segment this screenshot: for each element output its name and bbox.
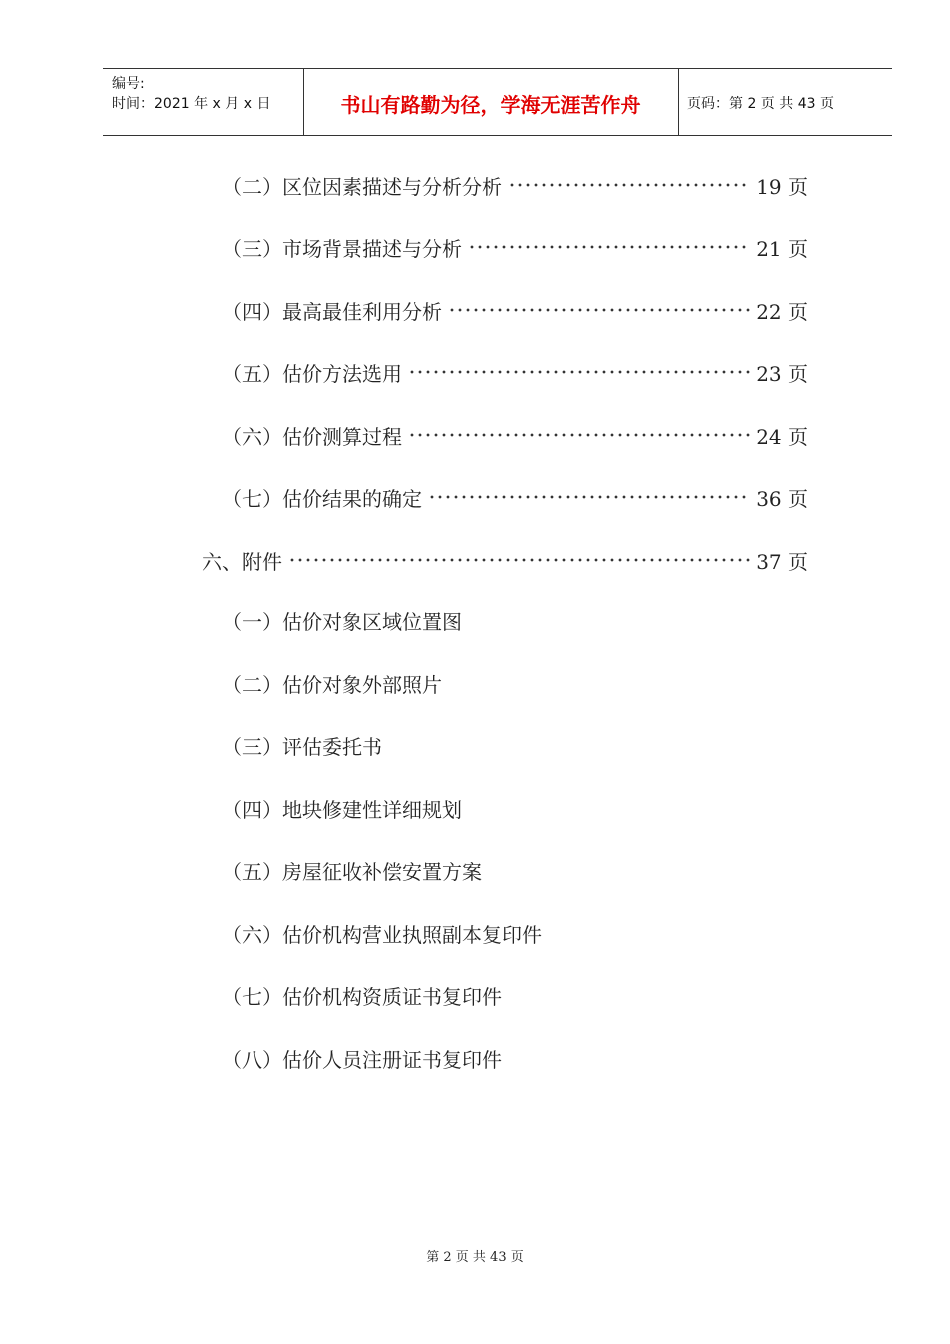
toc-leader-dots: [468, 245, 750, 249]
toc-entry-page: 19 页: [756, 174, 808, 199]
toc-entry[interactable]: [202, 545, 808, 575]
toc-entry-page: 22 页: [756, 299, 808, 324]
header-motto: 书山有路勤为径，学海无涯苦作舟: [340, 93, 641, 117]
attachment-item: （七）估价机构资质证书复印件: [222, 985, 502, 1009]
toc-entry[interactable]: [222, 420, 808, 450]
toc-leader-dots: [408, 370, 750, 374]
toc-entry-page: 36 页: [756, 486, 808, 511]
toc-leader-dots: [448, 308, 750, 312]
toc-leader-dots: [508, 183, 750, 187]
header-right-cell: [678, 69, 892, 135]
toc-entry-page: 21 页: [756, 236, 808, 261]
toc-entry-page: 37 页: [756, 549, 808, 574]
toc-entry-label: （七）估价结果的确定: [222, 486, 422, 511]
toc-entry-label: （三）市场背景描述与分析: [222, 236, 462, 261]
serial-label: 编号:: [112, 76, 145, 92]
toc-entry-page: 24 页: [756, 424, 808, 449]
header-page-info: 页码：第 2 页 共 43 页: [687, 96, 834, 112]
page-header: [103, 68, 892, 136]
toc-entry[interactable]: [222, 482, 808, 512]
toc-entry-label: （二）区位因素描述与分析分析: [222, 174, 502, 199]
toc-entry[interactable]: [222, 232, 808, 262]
attachment-item: （六）估价机构营业执照副本复印件: [222, 923, 542, 947]
toc-entry-label: （六）估价测算过程: [222, 424, 402, 449]
toc-entry-label: 六、附件: [202, 549, 282, 574]
toc-leader-dots: [288, 558, 754, 562]
toc-entry[interactable]: [222, 295, 808, 325]
attachment-item: （四）地块修建性详细规划: [222, 798, 462, 822]
toc-entry-page: 23 页: [756, 361, 808, 386]
page-footer: 第 2 页 共 43 页: [426, 1250, 524, 1265]
toc-entry[interactable]: [222, 357, 808, 387]
attachment-item: （一）估价对象区域位置图: [222, 610, 462, 634]
header-middle-cell: [303, 69, 679, 135]
toc-entry-label: （五）估价方法选用: [222, 361, 402, 386]
attachment-item: （八）估价人员注册证书复印件: [222, 1048, 502, 1072]
toc-leader-dots: [428, 495, 750, 499]
toc-entry[interactable]: [222, 170, 808, 200]
header-left-cell: [103, 69, 304, 135]
toc-entry-label: （四）最高最佳利用分析: [222, 299, 442, 324]
attachment-item: （五）房屋征收补偿安置方案: [222, 860, 482, 884]
attachment-item: （三）评估委托书: [222, 735, 382, 759]
toc-leader-dots: [408, 433, 750, 437]
time-label: 时间：2021 年 x 月 x 日: [112, 96, 271, 112]
attachment-item: （二）估价对象外部照片: [222, 673, 442, 697]
